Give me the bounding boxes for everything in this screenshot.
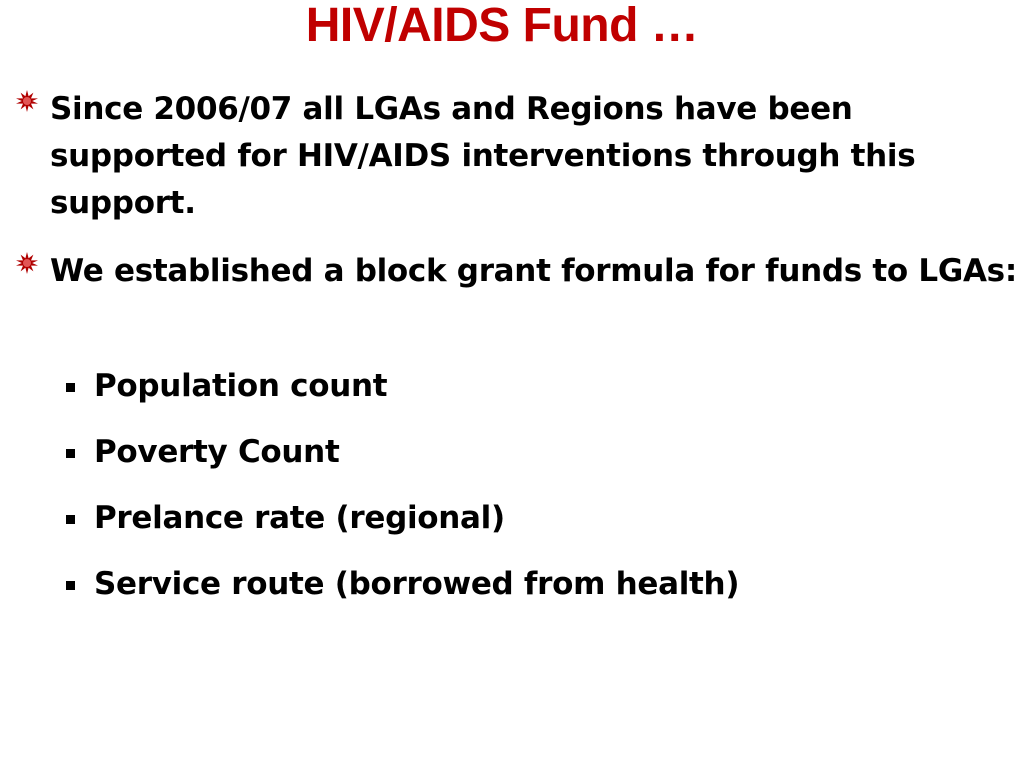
- square-bullet-icon: [66, 449, 75, 458]
- sub-bullet-item: [66, 567, 966, 607]
- square-bullet-icon: [66, 581, 75, 590]
- starburst-bullet-icon: [16, 90, 38, 112]
- bullet-item: [16, 86, 1016, 228]
- bullet-text: We established a block grant formula for funds to LGAs:: [50, 253, 1017, 289]
- sub-bullet-text: Poverty Count: [94, 434, 340, 470]
- sub-bullet-item: [66, 501, 966, 541]
- slide-title: HIV/AIDS Fund …: [305, 0, 699, 52]
- sub-bullet-item: [66, 369, 966, 409]
- starburst-bullet-icon: [16, 252, 38, 274]
- square-bullet-icon: [66, 515, 75, 524]
- sub-bullet-text: Prelance rate (regional): [94, 500, 505, 536]
- bullet-text: Since 2006/07 all LGAs and Regions have been supported for HIV/AIDS interventions through this support.: [50, 91, 916, 221]
- sub-bullet-item: [66, 435, 966, 475]
- sub-bullet-text: Service route (borrowed from health): [94, 566, 740, 602]
- square-bullet-icon: [66, 383, 75, 392]
- bullet-item: [16, 248, 1016, 344]
- sub-bullet-text: Population count: [94, 368, 388, 404]
